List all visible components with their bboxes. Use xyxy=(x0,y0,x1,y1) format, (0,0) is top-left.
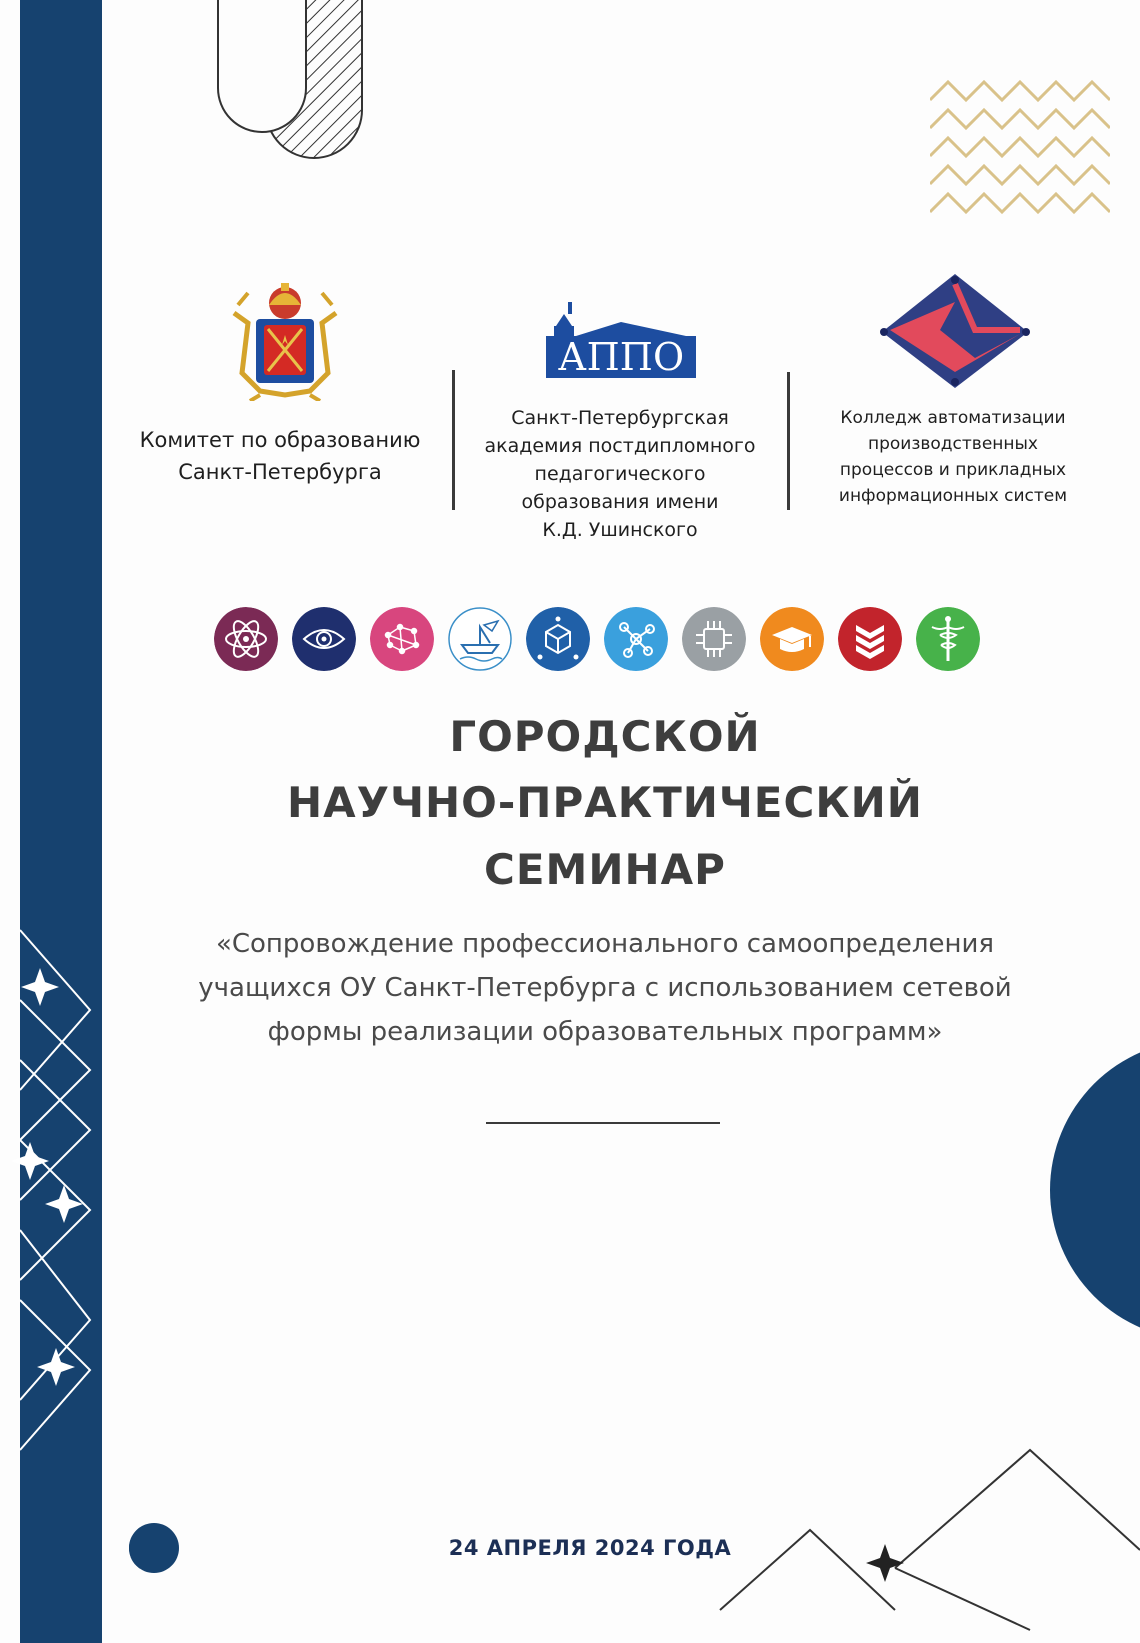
chip-icon xyxy=(682,607,746,671)
svg-text:АППО: АППО xyxy=(557,335,685,379)
seminar-title-line: СЕМИНАР xyxy=(484,845,726,894)
sparkle-icon xyxy=(866,1544,904,1582)
divider xyxy=(787,372,790,510)
college-diamond-logo xyxy=(880,272,1030,390)
stripe-decoration xyxy=(0,0,140,1643)
seminar-topic: «Сопровождение профессионального самоопределения учащихся ОУ Санкт-Петербурга с использованием сетевой формы реализации образовательных программ» xyxy=(198,929,1012,1047)
atom-icon xyxy=(214,607,278,671)
half-circle-decoration xyxy=(1040,1035,1140,1355)
brain-network-icon xyxy=(370,607,434,671)
paper-boat-icon xyxy=(448,607,512,671)
org-name-committee: Комитет по образованию Санкт-Петербурга xyxy=(139,428,421,484)
org-name-academy: Санкт-Петербургская академия постдипломного педагогического образования имени К.Д. Ушинского xyxy=(484,407,756,541)
caduceus-icon xyxy=(916,607,980,671)
zigzag-decoration xyxy=(930,70,1110,220)
divider xyxy=(452,370,455,510)
eye-icon xyxy=(292,607,356,671)
seminar-title-line: ГОРОДСКОЙ xyxy=(449,712,761,761)
molecule-icon xyxy=(604,607,668,671)
horizontal-rule xyxy=(486,1122,720,1124)
graduation-cap-icon xyxy=(760,607,824,671)
seminar-date: 24 АПРЕЛЯ 2024 ГОДА xyxy=(448,1536,732,1560)
seminar-title-line: НАУЧНО-ПРАКТИЧЕСКИЙ xyxy=(287,778,923,827)
dot-decoration xyxy=(120,1518,190,1578)
chevrons-badge-icon xyxy=(838,607,902,671)
appo-logo xyxy=(546,300,696,380)
spb-coat-of-arms-logo xyxy=(230,283,340,401)
org-name-college: Колледж автоматизации производственных процессов и прикладных информационных систем xyxy=(838,408,1068,506)
hatched-arch-decoration xyxy=(216,0,366,180)
cube-network-icon xyxy=(526,607,590,671)
